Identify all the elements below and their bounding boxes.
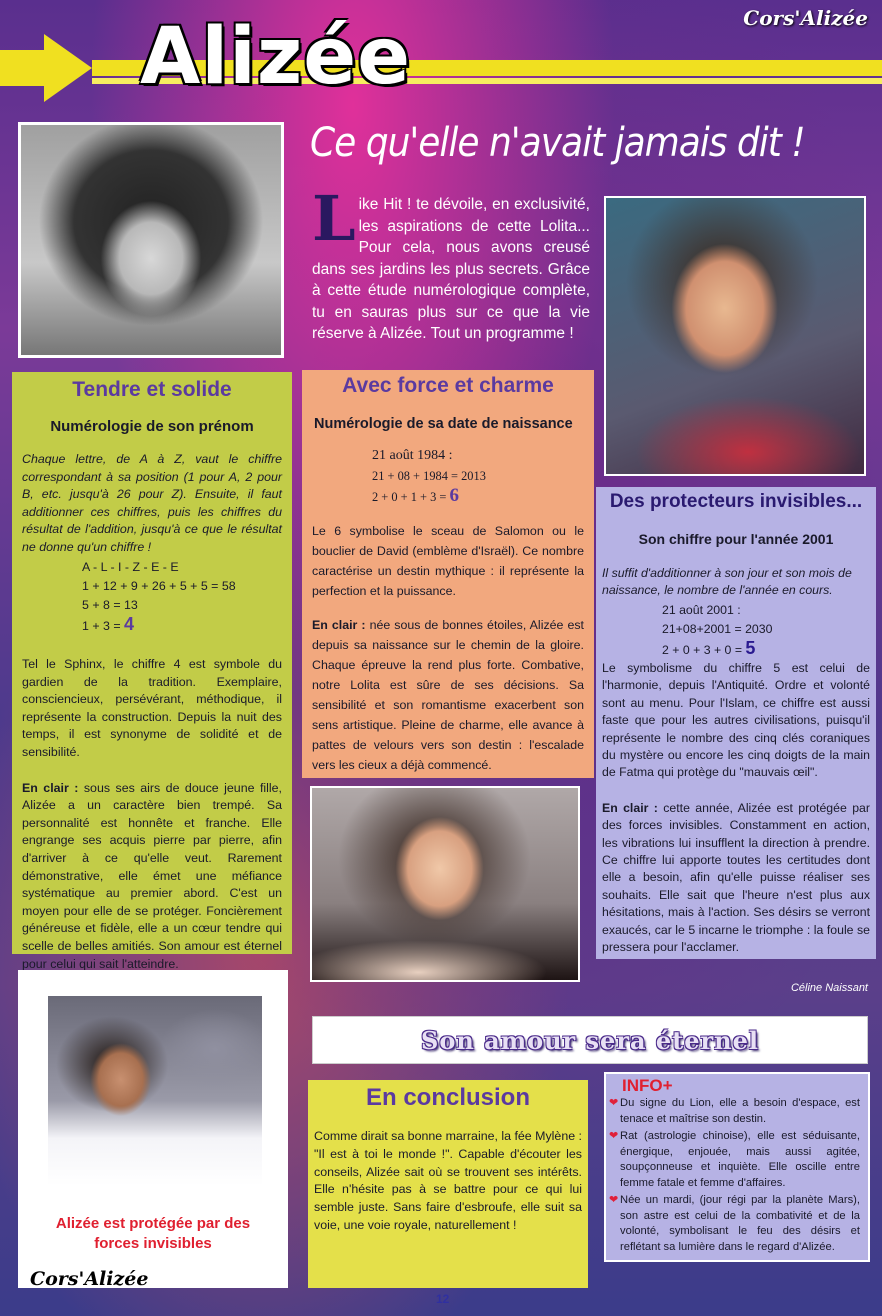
brand-top: Cors'Alizée	[743, 6, 868, 30]
box3-title: Des protecteurs invisibles...	[609, 491, 863, 512]
en-clair-label: En clair :	[22, 780, 79, 795]
box-tendre-solide	[12, 372, 292, 971]
intro-text	[312, 182, 590, 345]
heart-bullet-icon: ❤	[609, 1194, 619, 1206]
calc-line: 2 + 0 + 1 + 3 =	[372, 490, 450, 504]
box-conclusion	[308, 1080, 588, 1288]
box-protecteurs	[596, 487, 876, 959]
en-clair-label: En clair :	[312, 618, 366, 632]
box3-calc	[662, 601, 870, 660]
info-item-text: Rat (astrologie chinoise), elle est séduisante, énergique, enjouée, mais aussi agitée, soupçonneuse et inquiète. Elle oscille entre femme fatale et femme d'affaires.	[620, 1130, 860, 1189]
box2-para2: née sous de bonnes étoiles, Alizée est depuis sa naissance sur le chemin de la gloire. Chaque épreuve la rend plus forte. Combative, notre Lolita est sûre de ses décisions. Sa sensibilité et son romantisme exacerbent son sens artistique. Pleine de charme, elle avance à pattes de velours vers son destin : l'escalade vers les cieux a déjà commencé.	[312, 618, 584, 772]
calc-line: A - L - I - Z - E - E	[82, 560, 179, 574]
author-credit: Céline Naissant	[790, 982, 868, 994]
drop-cap: L	[312, 182, 356, 255]
box3-result: 5	[745, 638, 756, 658]
box2-subtitle: Numérologie de sa date de naissance	[314, 416, 573, 432]
photo-frame-bottom	[18, 970, 288, 1288]
photo-smiling-color	[604, 196, 866, 476]
conclusion-title: En conclusion	[365, 1084, 530, 1111]
calc-line: 21 août 2001 :	[662, 603, 741, 617]
box1-intro: Chaque lettre, de A à Z, vaut le chiffre correspondant à sa position (1 pour A, 2 pour B, etc. jusqu'à 26 pour Z). Ensuite, il faut additionner ces chiffres, puis les chiffres du résultat de l'addition, jusqu'à ce que le résultat ne donne qu'un chiffre !	[22, 452, 282, 554]
box1-subtitle: Numérologie de son prénom	[50, 418, 254, 435]
banner	[312, 1016, 868, 1064]
photo-lying-down	[48, 996, 262, 1186]
calc-line: 21 + 08 + 1984 = 2013	[372, 469, 486, 483]
box3-subtitle: Son chiffre pour l'année 2001	[638, 531, 834, 547]
calc-line: 1 + 12 + 9 + 26 + 5 + 5 = 58	[82, 579, 236, 593]
heart-bullet-icon: ❤	[609, 1130, 619, 1142]
box1-para1: Tel le Sphinx, le chiffre 4 est symbole du gardien de la tradition. Exemplaire, consciencieux, persévérant, méthodique, il représente la construction. Depuis la nuit des temps, il est synonyme de solidité et de sensibilité.	[22, 657, 282, 759]
intro-paragraph: ike Hit ! te dévoile, en exclusivité, les aspirations de cette Lolita... Pour cela, nous avons creusé dans ses jardins les plus secrets. Grâce à cette étude numérologique complète, tu en sauras plus sur ce que la vie réserve à Alizée. Tout un programme !	[312, 196, 590, 342]
box3-para2: cette année, Alizée est protégée par des forces invisibles. Constamment en action, les vibrations lui insufflent la direction à prendre. Ce chiffre lui apporte toutes les certitudes dont elle a besoin, afin qu'elle puisse réaliser ses souhaits. Elle sait que l'heure n'est plus aux hésitations, mais à l'action. Ses désirs se verront exaucés, car le 5 incarne le triomphe : la foule se pressera pour l'acclamer.	[602, 800, 870, 955]
box3-para1: Le symbolisme du chiffre 5 est celui de l'harmonie, depuis l'Antiquité. Ordre et volonté sont au menu. Pour l'Islam, ce chiffre est aussi faste que pour les autres civilisations, puisqu'il représente le nombre des cinq clés coraniques du mystère ou encore les cinq doigts de la main de Fatma qui protège du "mauvais œil".	[602, 661, 870, 780]
box2-title: Avec force et charme	[342, 374, 554, 397]
photo-caption: Alizée est protégée par des forces invisibles	[55, 1215, 251, 1252]
calc-line: 5 + 8 = 13	[82, 598, 138, 612]
info-title: INFO+	[622, 1076, 673, 1095]
box2-para1: Le 6 symbolise le sceau de Salomon ou le bouclier de David (emblème d'Israël). Ce nombre caractérise un destin mythique : il représente la perfection et la puissance.	[312, 524, 584, 598]
box1-title: Tendre et solide	[72, 378, 232, 401]
conclusion-text: Comme dirait sa bonne marraine, la fée Mylène : "Il est à toi le monde !". Capable d'écouter les conseils, Alizée sait où se trouvent ses intérêts. Elle n'hésite pas à se battre pour ce qui lui semble juste. Sans faire d'esbroufe, elle suit sa voie, une voie royale, naturellement !	[314, 1129, 582, 1232]
box2-result: 6	[449, 485, 460, 506]
box1-calc	[82, 558, 282, 636]
banner-text: Son amour sera éternel	[421, 1025, 759, 1055]
page-title: Alizée	[140, 12, 412, 102]
calc-line: 21+08+2001 = 2030	[662, 622, 773, 636]
calc-line: 1 + 3 =	[82, 619, 125, 633]
box3-intro: Il suffit d'additionner à son jour et son mois de naissance, le nombre de l'année en cours.	[602, 566, 852, 597]
info-item	[609, 1096, 860, 1127]
calc-line: 2 + 0 + 3 + 0 =	[662, 643, 746, 657]
info-item	[609, 1129, 860, 1191]
box1-para2: sous ses airs de douce jeune fille, Alizée a un caractère bien trempé. Sa personnalité est honnête et franche. Elle engrange ses acquis pierre par pierre, afin d'arriver à ce qu'elle veut. Rarement démonstrative, elle émet une méfiance systématique au premier abord. C'est un moyen pour elle de se protéger. Foncièrement généreuse et fidèle, elle a un cœur tendre qui scelle de belles amitiés. Son amour est éternel pour celui qui sait l'atteindre.	[22, 780, 282, 971]
box1-result: 4	[124, 614, 135, 634]
heart-bullet-icon: ❤	[609, 1097, 619, 1109]
box-force-charme	[302, 370, 594, 778]
box-info	[604, 1072, 870, 1262]
info-item	[609, 1193, 860, 1255]
arrow-icon	[0, 28, 882, 108]
headline: Ce qu'elle n'avait jamais dit !	[310, 120, 805, 166]
info-item-text: Du signe du Lion, elle a besoin d'espace, est tenace et maîtrise son destin.	[620, 1097, 860, 1125]
photo-chin-on-hands	[310, 786, 580, 982]
info-item-text: Née un mardi, (jour régi par la planète Mars), son astre est celui de la combativité et de la volonté, symbolisant le feu des désirs et reflétant sa lumière dans le regard d'Alizée.	[620, 1194, 860, 1253]
en-clair-label: En clair :	[602, 800, 658, 815]
brand-bottom: Cors'Alizée	[30, 1268, 149, 1290]
box2-calc	[372, 446, 584, 507]
photo-portrait-bw	[18, 122, 284, 358]
calc-line: 21 août 1984 :	[372, 448, 453, 463]
page-number: 12	[436, 1292, 450, 1306]
